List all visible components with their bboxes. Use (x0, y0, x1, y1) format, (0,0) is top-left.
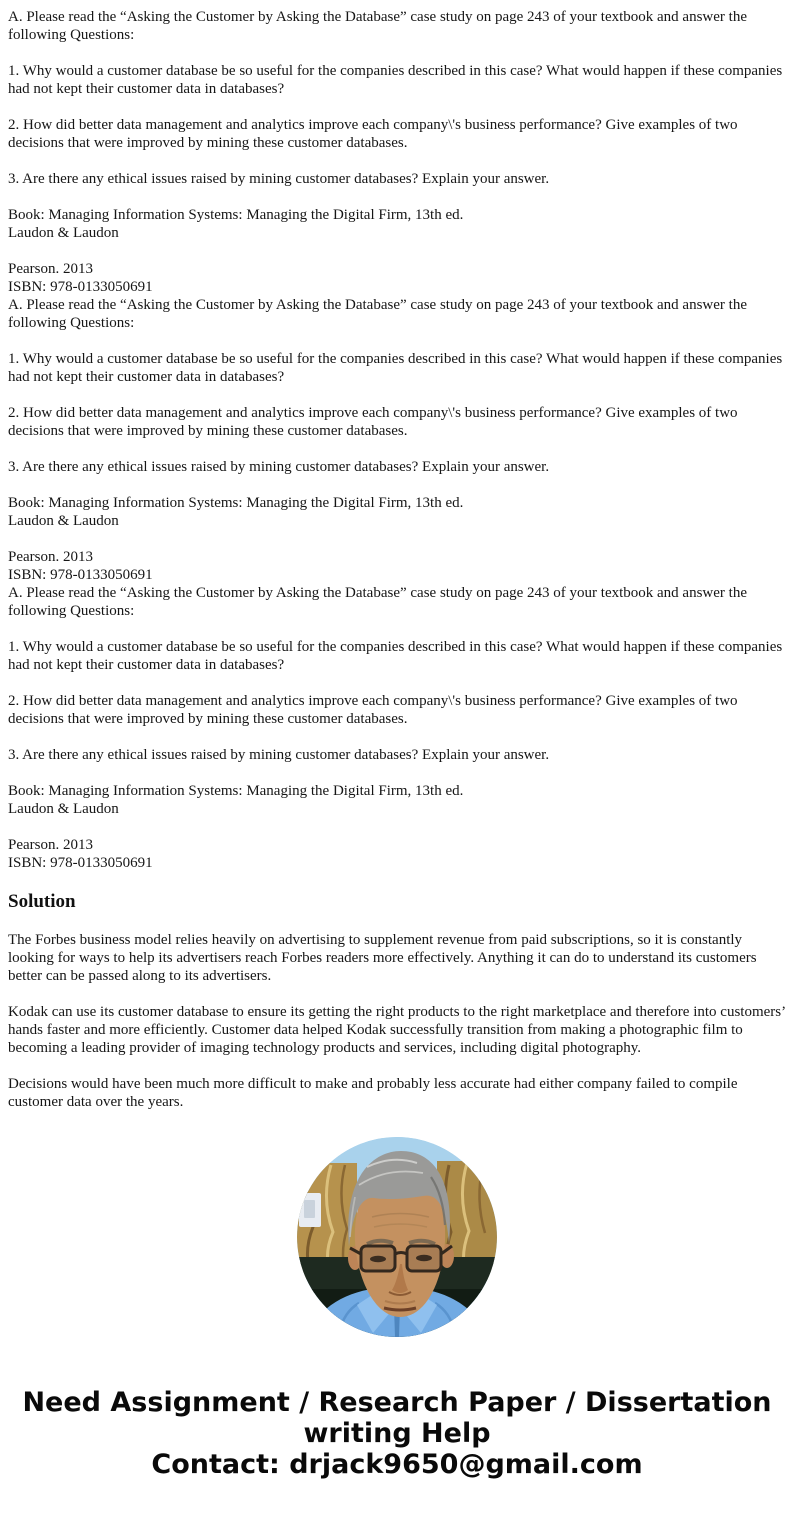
publisher-year: Pearson. 2013 (8, 837, 93, 853)
question-block (8, 584, 786, 872)
solution-section (8, 890, 786, 1111)
question-1: 1. Why would a customer database be so useful for the companies described in this case? What would happen if these companies had not kept their customer data in databases? (8, 351, 783, 385)
question-3: 3. Are there any ethical issues raised by mining customer databases? Explain your answer. (8, 171, 550, 187)
book-reference (8, 494, 786, 530)
publisher-reference (8, 260, 786, 296)
book-authors: Laudon & Laudon (8, 225, 119, 241)
question-2: 2. How did better data management and analytics improve each company\'s business performance? Give examples of two decisions that were improved by mining these customer databases. (8, 405, 738, 439)
portrait-photo (297, 1137, 497, 1337)
isbn: ISBN: 978-0133050691 (8, 855, 153, 871)
question-3: 3. Are there any ethical issues raised by mining customer databases? Explain your answer. (8, 747, 550, 763)
question-3: 3. Are there any ethical issues raised by mining customer databases? Explain your answer. (8, 459, 550, 475)
case-study-intro: A. Please read the “Asking the Customer by Asking the Database” case study on page 243 of your textbook and answer the following Questions: (8, 585, 747, 619)
footer-promo (8, 1387, 786, 1480)
publisher-year: Pearson. 2013 (8, 549, 93, 565)
footer-contact-email: Contact: drjack9650@gmail.com (151, 1449, 643, 1480)
question-block (8, 296, 786, 584)
publisher-reference (8, 836, 786, 872)
question-blocks-section (8, 8, 786, 872)
case-study-intro: A. Please read the “Asking the Customer by Asking the Database” case study on page 243 of your textbook and answer the following Questions: (8, 297, 747, 331)
isbn: ISBN: 978-0133050691 (8, 279, 153, 295)
question-1: 1. Why would a customer database be so useful for the companies described in this case? What would happen if these companies had not kept their customer data in databases? (8, 639, 783, 673)
publisher-year: Pearson. 2013 (8, 261, 93, 277)
solution-paragraph-forbes: The Forbes business model relies heavily on advertising to supplement revenue from paid subscriptions, so it is constantly looking for ways to help its advertisers reach Forbes readers more effectively. Anything it can do to understand its customers better can be passed along to its advertisers. (8, 932, 757, 984)
book-authors: Laudon & Laudon (8, 801, 119, 817)
solution-heading: Solution (8, 891, 76, 912)
publisher-reference (8, 548, 786, 584)
question-2: 2. How did better data management and analytics improve each company\'s business performance? Give examples of two decisions that were improved by mining these customer databases. (8, 693, 738, 727)
book-reference (8, 782, 786, 818)
footer-help-heading-line2: writing Help (303, 1418, 491, 1449)
book-title: Book: Managing Information Systems: Managing the Digital Firm, 13th ed. (8, 207, 464, 223)
question-2: 2. How did better data management and analytics improve each company\'s business performance? Give examples of two decisions that were improved by mining these customer databases. (8, 117, 738, 151)
circular-portrait (297, 1137, 497, 1337)
book-authors: Laudon & Laudon (8, 513, 119, 529)
footer-help-heading-line1: Need Assignment / Research Paper / Dissertation (22, 1387, 772, 1418)
isbn: ISBN: 978-0133050691 (8, 567, 153, 583)
case-study-intro: A. Please read the “Asking the Customer by Asking the Database” case study on page 243 of your textbook and answer the following Questions: (8, 9, 747, 43)
book-reference (8, 206, 786, 242)
solution-paragraph-kodak: Kodak can use its customer database to ensure its getting the right products to the right marketplace and therefore into customers’ hands faster and more efficiently. Customer data helped Kodak successfully transition from making a photographic film to becoming a leading provider of imaging technology products and services, including digital photography. (8, 1004, 785, 1056)
question-1: 1. Why would a customer database be so useful for the companies described in this case? What would happen if these companies had not kept their customer data in databases? (8, 63, 783, 97)
book-title: Book: Managing Information Systems: Managing the Digital Firm, 13th ed. (8, 495, 464, 511)
question-block (8, 8, 786, 296)
solution-paragraph-decisions: Decisions would have been much more difficult to make and probably less accurate had either company failed to compile customer data over the years. (8, 1076, 738, 1110)
book-title: Book: Managing Information Systems: Managing the Digital Firm, 13th ed. (8, 783, 464, 799)
